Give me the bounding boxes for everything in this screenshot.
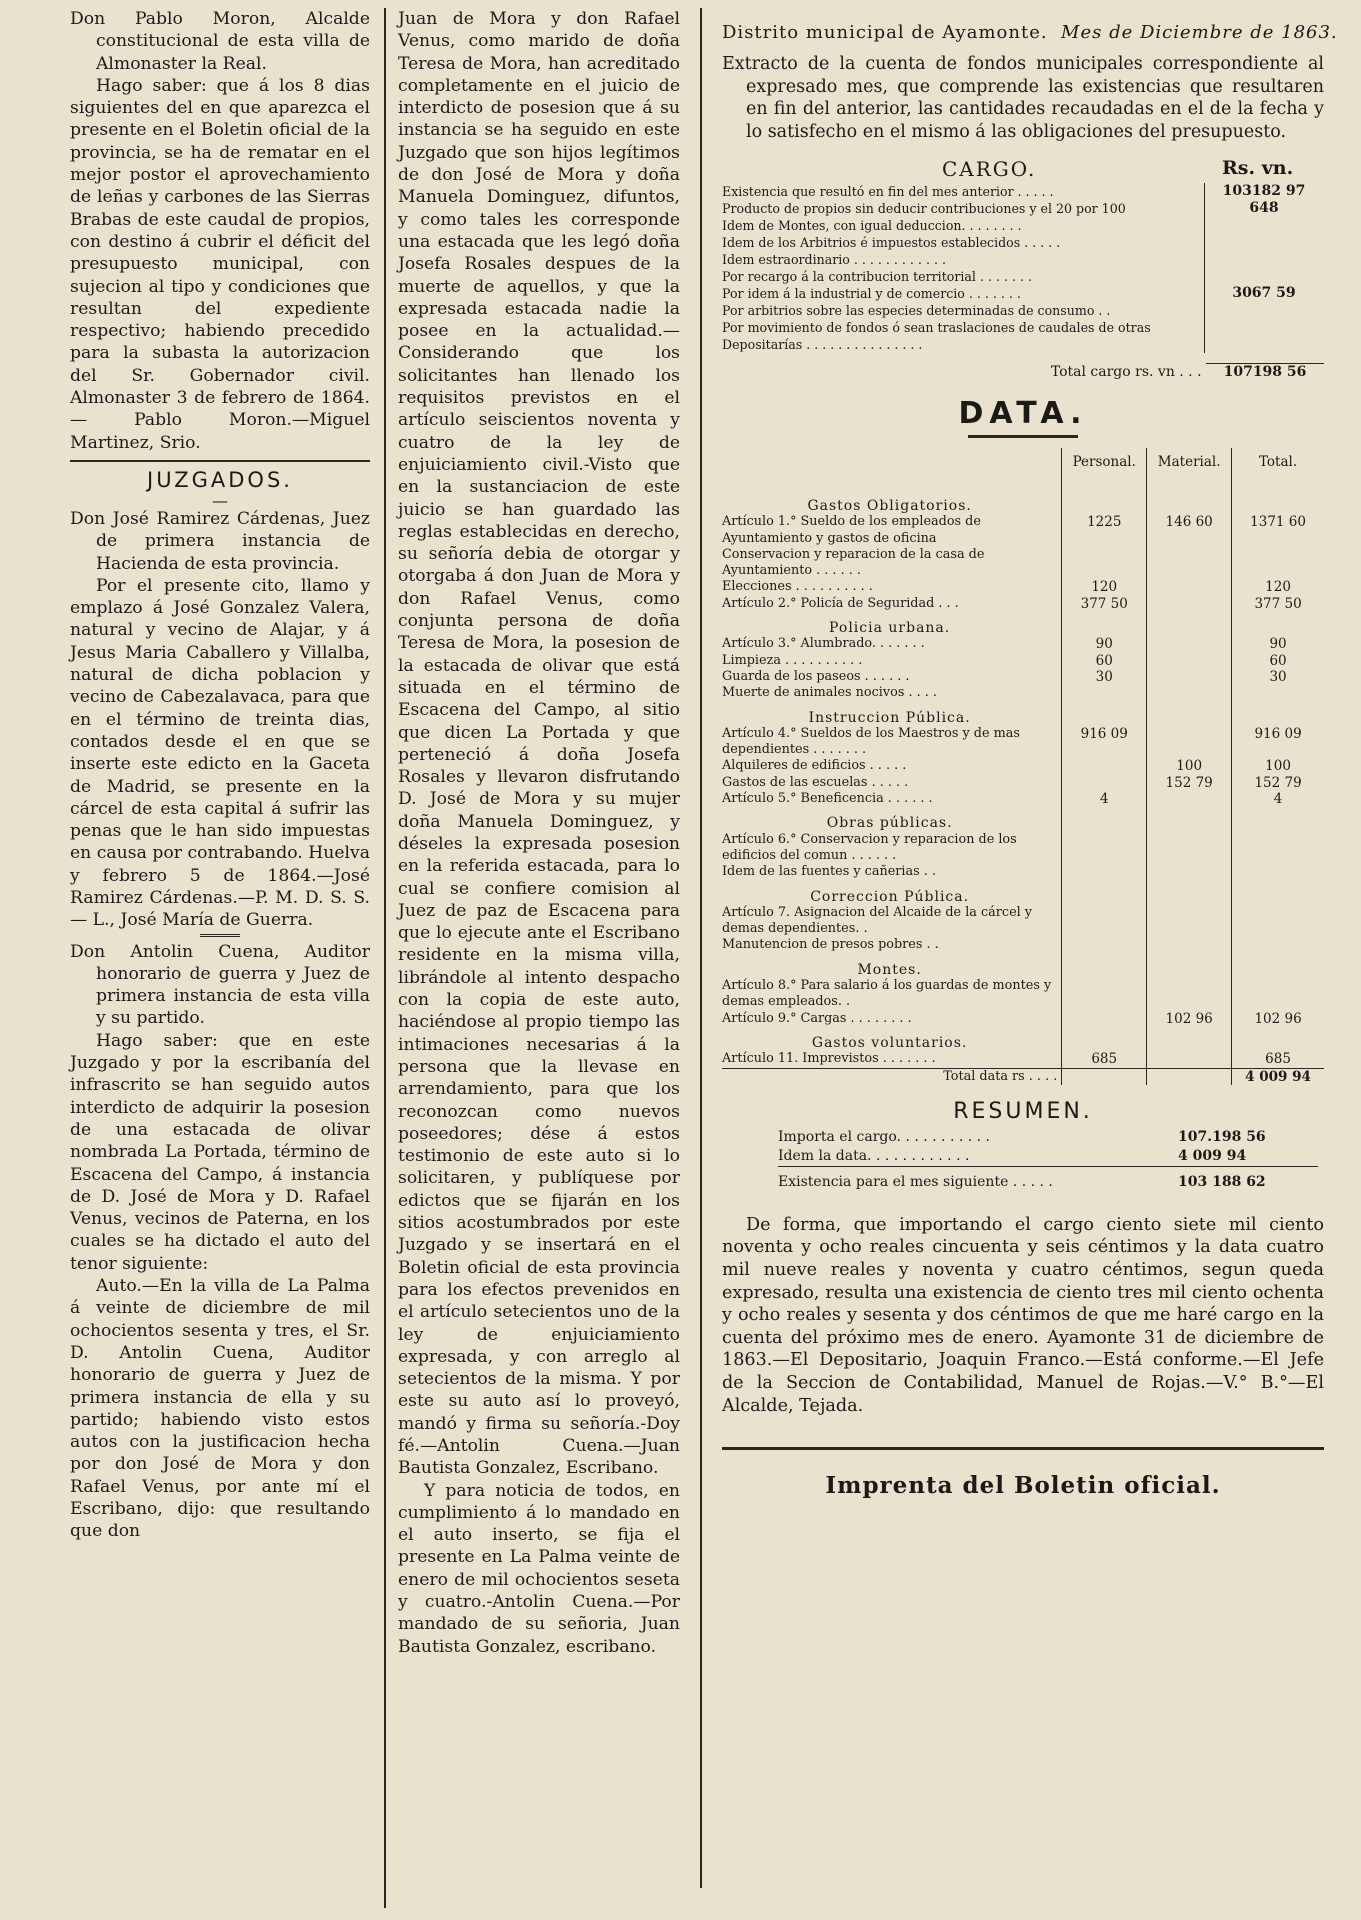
data-subheading: Policia urbana.: [829, 620, 951, 637]
data-personal: 30: [1062, 669, 1147, 685]
data-personal: [1062, 685, 1147, 701]
data-total: [1232, 547, 1324, 580]
data-personal: [1062, 547, 1147, 580]
cargo-row-label: Idem de los Arbitrios é impuestos establecidos . . . . .: [722, 235, 1061, 250]
cargo-row-amount: [1205, 251, 1324, 268]
cargo-header: [722, 157, 1324, 183]
data-empty-cell: [1232, 881, 1324, 905]
data-total: [1232, 937, 1324, 953]
data-row: [722, 978, 1324, 1011]
data-total: 685: [1232, 1051, 1324, 1068]
data-row-label: Artículo 6.° Conservacion y reparacion de los edificios del comun . . . . . .: [722, 831, 1017, 863]
data-row-label: Artículo 7. Asignacion del Alcaide de la cárcel y demas dependientes. .: [722, 904, 1033, 937]
data-empty-cell: [1147, 612, 1232, 636]
dash: —: [212, 490, 228, 510]
edict-ramirez-heading: Don José Ramirez Cárdenas, Juez de primera instancia de Hacienda de esta provincia.: [70, 508, 370, 574]
data-row-label: Elecciones . . . . . . . . . .: [722, 579, 873, 595]
cargo-row-amount: [1205, 234, 1324, 251]
data-total: 60: [1232, 653, 1324, 669]
cargo-row-amount: [1205, 319, 1324, 353]
resumen-label: Existencia para el mes siguiente . . . . .: [778, 1173, 1053, 1190]
data-row: [722, 726, 1324, 759]
month-label: Mes de Diciembre de 1863.: [1061, 22, 1338, 43]
cargo-row: [722, 217, 1323, 234]
resumen-table: [778, 1128, 1318, 1192]
data-empty-cell: [1232, 702, 1324, 726]
district-header: [722, 22, 1338, 43]
col-total: Total.: [1232, 448, 1324, 490]
data-total: 152 79: [1232, 775, 1324, 791]
cargo-unit: Rs. vn.: [1222, 157, 1294, 179]
data-personal: 4: [1062, 791, 1147, 807]
resumen-row: [778, 1147, 1318, 1167]
data-empty-cell: [1232, 490, 1324, 514]
cargo-total-row: [722, 363, 1324, 380]
data-row-label: Idem de las fuentes y cañerias . .: [722, 864, 936, 880]
footer-rule: [722, 1447, 1324, 1450]
data-total: 30: [1232, 669, 1324, 685]
data-subheading-row: [722, 612, 1324, 636]
column-1: [70, 0, 370, 1920]
data-row-label: Artículo 9.° Cargas . . . . . . . .: [722, 1010, 912, 1026]
data-subheading: Correccion Pública.: [810, 888, 970, 905]
data-empty-cell: [1062, 807, 1147, 831]
data-personal: 90: [1062, 636, 1147, 652]
data-total: 100: [1232, 758, 1324, 774]
resumen-label: Idem la data. . . . . . . . . . . .: [778, 1147, 970, 1164]
data-material: [1147, 685, 1232, 701]
cargo-row: [722, 251, 1323, 268]
data-row-label: Guarda de los paseos . . . . . .: [722, 668, 910, 684]
data-empty-cell: [1062, 490, 1147, 514]
cargo-total-label: Total cargo rs. vn . . .: [1050, 364, 1202, 380]
printer-imprint: Imprenta del Boletin oficial.: [825, 1472, 1221, 1500]
closing-paragraph: De forma, que importando el cargo ciento siete mil ciento noventa y ocho reales cincuenta y seis céntimos y la data cuatro mil nueve reales y noventa y cuatro céntimos, segun queda expresado, resulta una existencia de ciento tres mil ciento ochenta y ocho reales y sesenta y dos céntimos de que me haré cargo en la cuenta del próximo mes de enero. Ayamonte 31 de diciembre de 1863.—El Depositario, Joaquin Franco.—Está conforme.—El Jefe de la Seccion de Contabilidad, Manuel de Rojas.—V.° B.°—El Alcalde, Tejada.: [722, 1214, 1324, 1416]
edict-almonaster-body: Hago saber: que á los 8 dias siguientes del en que aparezca el presente en el Boletin oficial de la provincia, se ha de rematar en el mejor postor el aprovechamiento de leñas y carbones de las Sierras Brabas de este caudal de propios, con destino á cubrir el déficit del presupuesto municipal, con sujecion al tipo y condiciones que resultan del expediente respectivo; habiendo precedido para la subasta la autorizacion del Sr. Gobernador civil. Almonaster 3 de febrero de 1864.— Pablo Moron.—Miguel Martinez, Srio.: [70, 75, 370, 453]
cargo-row-label: Idem estraordinario . . . . . . . . . . . .: [722, 252, 946, 267]
data-row-label: Artículo 5.° Beneficencia . . . . . .: [722, 791, 933, 807]
cargo-row-label: Producto de propios sin deducir contribuciones y el 20 por 100: [722, 201, 1126, 216]
data-subheading-row: [722, 490, 1324, 514]
data-subheading: Obras públicas.: [826, 815, 953, 832]
data-row-label: Manutencion de presos pobres . .: [722, 937, 939, 953]
data-material: [1147, 978, 1232, 1011]
publication-notice: Y para noticia de todos, en cumplimiento á lo mandado en el auto inserto, se fija el presente en La Palma veinte de enero de mil ochocientos seseta y cuatro.-Antolin Cuena.—Por mandado de su señoria, Juan Bautista Gonzalez, escribano.: [398, 1480, 680, 1657]
data-material: [1147, 1051, 1232, 1068]
data-title: DATA.: [958, 396, 1088, 431]
edict-cuena-auto: Auto.—En la villa de La Palma á veinte de diciembre de mil ochocientos sesenta y tres, el Sr. D. Antolin Cuena, Auditor honorario de guerra y Juez de primera instancia de ella y su partido; habiendo visto estos autos con la justificacion hecha por don José de Mora y don Rafael Venus, por ante mí el Escribano, dijo: que resultando que don: [70, 1276, 370, 1542]
cargo-row: [722, 200, 1323, 217]
cargo-table: [722, 183, 1323, 353]
data-material: [1147, 937, 1232, 953]
account-extract: Extracto de la cuenta de fondos municipales correspondiente al expresado mes, que comprende las existencias que resultaren en fin del anterior, las cantidades recaudadas en el de la fecha y lo satisfecho en el mismo á las obligaciones del presupuesto.: [722, 54, 1324, 142]
cargo-row: [722, 268, 1323, 285]
data-row: [722, 775, 1324, 791]
data-row: [722, 791, 1324, 807]
cargo-row-label: Por recargo á la contribucion territorial . . . . . . .: [722, 269, 1032, 284]
data-personal: [1062, 937, 1147, 953]
data-total: 916 09: [1232, 726, 1324, 759]
data-ornament: [968, 435, 1078, 438]
data-row: [722, 937, 1324, 953]
data-personal: [1062, 758, 1147, 774]
data-material: [1147, 596, 1232, 612]
data-empty-cell: [1232, 807, 1324, 831]
data-material: [1147, 669, 1232, 685]
data-row: [722, 758, 1324, 774]
data-material: [1147, 791, 1232, 807]
data-subheading-row: [722, 807, 1324, 831]
data-total: 377 50: [1232, 596, 1324, 612]
data-total-row: [722, 1068, 1324, 1085]
cargo-title: CARGO.: [942, 157, 1037, 181]
edict-cuena-body: Hago saber: que en este Juzgado y por la escribanía del infrascrito se han seguido autos interdicto de adquirir la posesion de una estacada de olivar nombrada La Portada, término de Escacena del Campo, á instancia de D. José de Mora y D. Rafael Venus, vecinos de Paterna, en los cuales se ha dictado el auto del tenor siguiente:: [70, 1030, 370, 1274]
data-row-label: Alquileres de edificios . . . . .: [722, 758, 907, 774]
auto-continuation: Juan de Mora y don Rafael Venus, como marido de doña Teresa de Mora, han acreditado completamente en el juicio de interdicto de posesion que á su instancia se ha seguido en este Juzgado que son hijos legítimos de don José de Mora y doña Manuela Dominguez, difuntos, y como tales les corresponde una estacada que les legó doña Josefa Rosales despues de la muerte de aquellos, y que la expresada estacada nadie la posee en la actualidad.—Considerando que los solicitantes han llenado los requisitos previstos en el artículo seiscientos noventa y cuatro de la ley de enjuiciamiento civil.-Visto que en la sustanciacion de este juicio se han guardado las reglas establecidas en derecho, su señoría debia de otorgar y otorgaba á don Juan de Mora y don Rafael Venus, como conjunta persona de doña Teresa de Mora, la posesion de la estacada de olivar que está situada en el término de Escacena del Campo, al sitio que dicen La Portada y que perteneció á doña Josefa Rosales y llevaron disfrutando D. José de Mora y su mujer doña Manuela Dominguez, y déseles la expresada posesion en la referida estacada, para lo cual se confiere comision al Juez de paz de Escacena para que lo ejecute ante el Escribano residente en la misma villa, librándole al intento despacho con la copia de este auto, haciéndose al propio tiempo las intimaciones necesarias á la persona que la llevase en arrendamiento, para que los reconozcan como nuevos poseedores; dése á estos testimonio de este auto si lo solicitaren, y publíquese por edictos que se fijarán en los sitios acostumbrados por este Juzgado y se insertará en el Boletin oficial de esta provincia para los efectos prevenidos en el artículo setecientos uno de la ley de enjuiciamiento expresada, y con arreglo al setecientos de la misma. Y por este su auto así lo proveyó, mandó y firma su señoría.-Doy fé.—Antolin Cuena.—Juan Bautista Gonzalez, Escribano.: [398, 9, 680, 1479]
data-row: [722, 547, 1324, 580]
data-row: [722, 669, 1324, 685]
data-row: [722, 905, 1324, 938]
edict-cuena-heading: Don Antolin Cuena, Auditor honorario de guerra y Juez de primera instancia de esta villa y su partido.: [70, 941, 370, 1029]
cargo-row-label: Por arbitrios sobre las especies determinadas de consumo . .: [722, 303, 1111, 318]
edict-ramirez-body: Por el presente cito, llamo y emplazo á José Gonzalez Valera, natural y vecino de Alajar, y á Jesus Maria Caballero y Villalba, natural de dicha poblacion y vecino de Cabezalavaca, para que en el término de treinta dias, contados desde el en que se inserte este edicto en la Gaceta de Madrid, se presente en la cárcel de esta capital á sufrir las penas que le han sido impuestas en causa por contrabando. Huelva y febrero 5 de 1864.—José Ramirez Cárdenas.—P. M. D. S. S.— L., José María de Guerra.: [70, 575, 370, 931]
column-2: [398, 0, 680, 1920]
data-empty-cell: [1232, 954, 1324, 978]
data-personal: [1062, 978, 1147, 1011]
column-rule-2: [700, 8, 702, 1888]
data-row: [722, 636, 1324, 652]
data-subheading: Gastos voluntarios.: [811, 1034, 968, 1051]
column-3: [722, 0, 1338, 1920]
cargo-row-amount: 3067 59: [1205, 285, 1324, 302]
cargo-row-label: Existencia que resultó en fin del mes anterior . . . . .: [722, 184, 1054, 199]
data-empty-cell: [1232, 612, 1324, 636]
cargo-row: [722, 234, 1323, 251]
col-personal: Personal.: [1062, 448, 1147, 490]
data-row: [722, 864, 1324, 880]
data-empty-cell: [1147, 954, 1232, 978]
data-empty-cell: [1062, 1027, 1147, 1051]
section-title-juzgados: JUZGADOS.: [147, 467, 293, 492]
data-material: [1147, 636, 1232, 652]
data-total: [1232, 832, 1324, 865]
data-subheading-row: [722, 881, 1324, 905]
col-material: Material.: [1147, 448, 1232, 490]
data-subheading-row: [722, 702, 1324, 726]
district-name: Distrito municipal de Ayamonte.: [722, 22, 1048, 43]
data-row: [722, 579, 1324, 595]
cargo-row: [722, 285, 1323, 302]
data-material: [1147, 547, 1232, 580]
data-total: [1232, 905, 1324, 938]
data-material: [1147, 905, 1232, 938]
data-empty-cell: [1147, 1027, 1232, 1051]
data-empty-cell: [1062, 954, 1147, 978]
resumen-label: Importa el cargo. . . . . . . . . . .: [778, 1128, 991, 1145]
data-row: [722, 1051, 1324, 1068]
data-empty-cell: [1062, 612, 1147, 636]
cargo-row-amount: [1205, 302, 1324, 319]
cargo-row-amount: 648: [1205, 200, 1324, 217]
data-material: [1147, 864, 1232, 880]
cargo-row-label: Por idem á la industrial y de comercio . . . . . . .: [722, 286, 1021, 301]
resumen-row: [778, 1128, 1318, 1147]
data-total: 4 009 94: [1232, 1068, 1324, 1085]
cargo-total-value: 107198 56: [1206, 363, 1324, 380]
data-empty-cell: [1147, 702, 1232, 726]
cargo-row: [722, 319, 1323, 353]
data-personal: 1225: [1062, 514, 1147, 547]
cargo-row-label: Por movimiento de fondos ó sean traslaciones de caudales de otras Depositarías . . . . . . . . . . . . . . .: [722, 320, 1151, 352]
data-empty-cell: [1147, 881, 1232, 905]
data-personal: [1062, 832, 1147, 865]
data-material: [1147, 579, 1232, 595]
data-personal: [1062, 1011, 1147, 1027]
data-personal: 377 50: [1062, 596, 1147, 612]
data-row-label: Muerte de animales nocivos . . . .: [722, 685, 937, 701]
data-row: [722, 832, 1324, 865]
data-row-label: Artículo 2.° Policía de Seguridad . . .: [722, 595, 959, 611]
resumen-value: 107.198 56: [1178, 1128, 1266, 1145]
data-personal: [1062, 775, 1147, 791]
data-subheading-row: [722, 1027, 1324, 1051]
data-material: [1147, 832, 1232, 865]
data-material: [1147, 726, 1232, 759]
data-total: 120: [1232, 579, 1324, 595]
data-row-label: Limpieza . . . . . . . . . .: [722, 652, 863, 668]
data-empty-cell: [1147, 490, 1232, 514]
data-personal: 60: [1062, 653, 1147, 669]
data-row-label: Gastos de las escuelas . . . . .: [722, 774, 909, 790]
data-material: 146 60: [1147, 514, 1232, 547]
data-subheading-row: [722, 954, 1324, 978]
data-total: 102 96: [1232, 1011, 1324, 1027]
data-total: [1232, 864, 1324, 880]
cargo-row-amount: 103182 97: [1205, 183, 1324, 200]
data-subheading: Instruccion Pública.: [808, 709, 971, 726]
data-table: [722, 448, 1324, 1085]
data-total: 90: [1232, 636, 1324, 652]
data-row: [722, 1011, 1324, 1027]
data-row-label: Artículo 8.° Para salario á los guardas de montes y demas empleados. .: [722, 978, 1052, 1010]
small-divider: [200, 934, 240, 937]
data-material: 102 96: [1147, 1011, 1232, 1027]
data-row: [722, 596, 1324, 612]
data-personal: 120: [1062, 579, 1147, 595]
data-empty-cell: [1062, 881, 1147, 905]
data-row: [722, 685, 1324, 701]
data-row-label: Artículo 1.° Sueldo de los empleados de Ayuntamiento y gastos de oficina: [722, 514, 981, 546]
resumen-value: 103 188 62: [1178, 1173, 1266, 1190]
data-empty-cell: [1062, 702, 1147, 726]
data-material: 100: [1147, 758, 1232, 774]
data-personal: [1062, 864, 1147, 880]
column-rule-1: [384, 8, 386, 1908]
data-total: 4: [1232, 791, 1324, 807]
data-subheading: Gastos Obligatorios.: [807, 498, 972, 514]
resumen-title: RESUMEN.: [953, 1098, 1093, 1124]
data-row-label: Conservacion y reparacion de la casa de Ayuntamiento . . . . . .: [722, 546, 985, 579]
cargo-row: [722, 183, 1323, 200]
cargo-row-label: Idem de Montes, con igual deduccion. . . . . . . .: [722, 218, 1022, 233]
cargo-row-amount: [1205, 217, 1324, 234]
data-row-label: Total data rs . . . .: [722, 1068, 1062, 1085]
resumen-value: 4 009 94: [1178, 1147, 1247, 1164]
data-row-label: Artículo 3.° Alumbrado. . . . . . .: [722, 636, 925, 652]
data-material: 152 79: [1147, 775, 1232, 791]
data-row: [722, 514, 1324, 547]
data-personal: 685: [1062, 1051, 1147, 1068]
edict-almonaster-heading: Don Pablo Moron, Alcalde constitucional de esta villa de Almonaster la Real.: [70, 9, 370, 74]
data-empty-cell: [1232, 1027, 1324, 1051]
data-empty-cell: [1147, 807, 1232, 831]
data-row-label: Artículo 11. Imprevistos . . . . . . .: [722, 1051, 936, 1067]
cargo-row-amount: [1205, 268, 1324, 285]
resumen-row: [778, 1166, 1318, 1192]
data-personal: 916 09: [1062, 726, 1147, 759]
data-total: 1371 60: [1232, 514, 1324, 547]
cargo-row: [722, 302, 1323, 319]
data-row-label: Artículo 4.° Sueldos de los Maestros y de mas dependientes . . . . . . .: [722, 725, 1020, 758]
data-material: [1147, 653, 1232, 669]
data-personal: [1062, 1068, 1147, 1085]
data-material: [1147, 1068, 1232, 1085]
data-subheading: Montes.: [857, 961, 922, 978]
divider: [70, 460, 370, 462]
data-total: [1232, 978, 1324, 1011]
data-total: [1232, 685, 1324, 701]
data-personal: [1062, 905, 1147, 938]
data-row: [722, 653, 1324, 669]
